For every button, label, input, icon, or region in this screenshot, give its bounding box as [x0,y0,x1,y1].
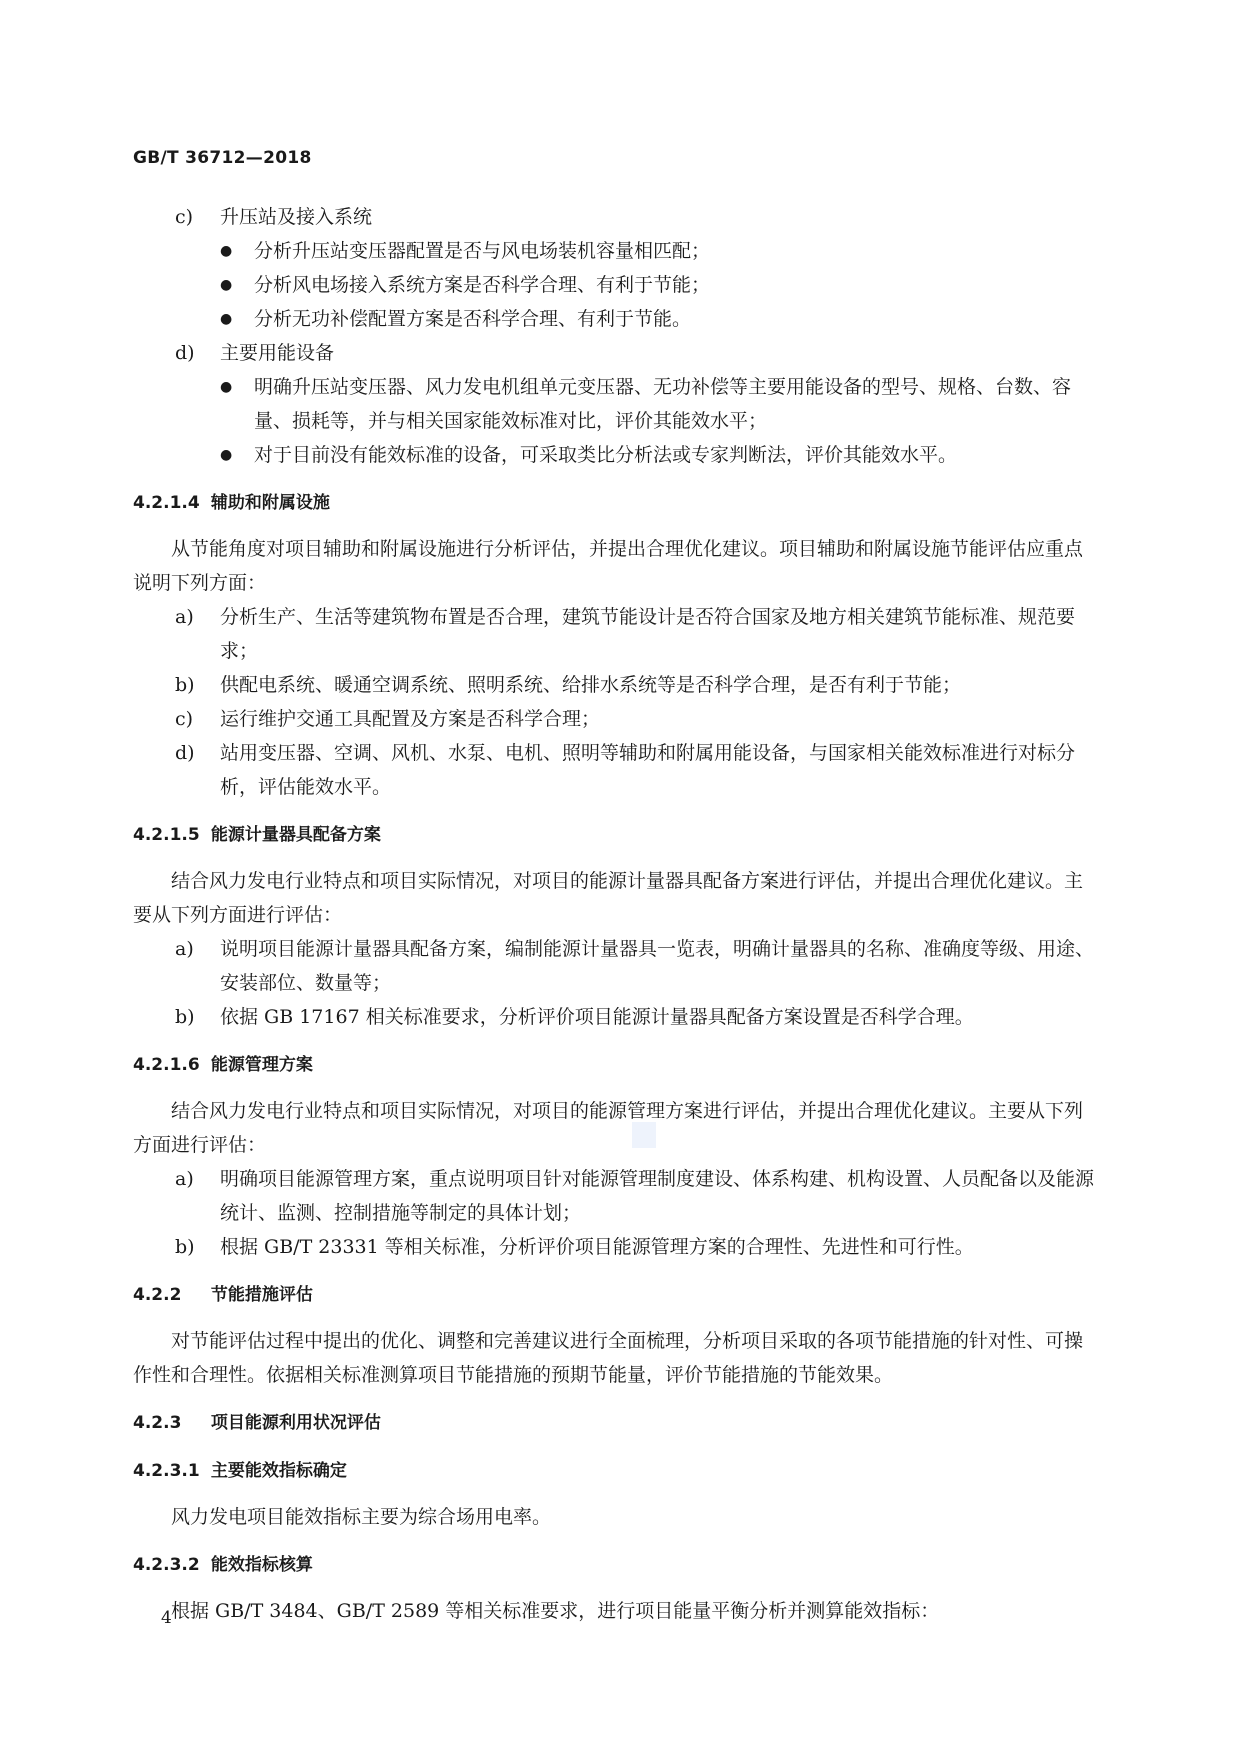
section-number: 4.2.1.4 [133,493,200,513]
section-number: 4.2.2 [133,1285,182,1305]
list-marker: a) [175,1168,194,1190]
list-item [133,736,1101,804]
section-title: 能效指标核算 [210,1555,313,1575]
list-item [133,600,1101,668]
list-item [133,336,1101,370]
section-title: 节能措施评估 [210,1285,313,1305]
section-title: 主要能效指标确定 [210,1461,347,1481]
list-item-text: 运行维护交通工具配置及方案是否科学合理； [220,708,601,730]
section-title: 能源管理方案 [210,1055,313,1075]
bullet-icon: ● [220,311,233,327]
list-item-text: 供配电系统、暖通空调系统、照明系统、给排水系统等是否科学合理，是否有利于节能； [220,674,962,696]
page-number: 4 [161,1608,172,1628]
bullet-item [133,370,1101,438]
list-marker: b) [175,1006,195,1028]
list-item [133,1162,1101,1230]
section-number: 4.2.3 [133,1413,182,1433]
list-item [133,702,1101,736]
list-item [133,1230,1101,1264]
section-number: 4.2.3.2 [133,1555,200,1575]
bullet-text: 分析升压站变压器配置是否与风电场装机容量相匹配； [254,240,711,262]
section-title: 辅助和附属设施 [210,493,330,513]
list-marker: d) [175,342,195,364]
list-item [133,1000,1101,1034]
paragraph: 结合风力发电行业特点和项目实际情况，对项目的能源管理方案进行评估，并提出合理优化建议。主要从下列方面进行评估： [133,1100,1084,1156]
section-number: 4.2.3.1 [133,1461,200,1481]
bullet-item [133,268,1101,302]
bullet-item [133,234,1101,268]
bullet-icon: ● [220,379,233,395]
section-title: 项目能源利用状况评估 [210,1413,381,1433]
section-heading-4-2-1-4 [133,486,1101,520]
list-item-text: 根据 GB/T 23331 等相关标准，分析评价项目能源管理方案的合理性、先进性和可行性。 [220,1236,974,1258]
bullet-item [133,302,1101,336]
list-item-text: 明确项目能源管理方案，重点说明项目针对能源管理制度建设、体系构建、机构设置、人员配备以及能源统计、监测、控制措施等制定的具体计划； [220,1168,1095,1224]
bullet-text: 分析风电场接入系统方案是否科学合理、有利于节能； [254,274,711,296]
standard-code: GB/T 36712—2018 [133,148,312,168]
section-heading-4-2-1-6 [133,1048,1101,1082]
list-item [133,932,1101,1000]
list-marker: b) [175,674,195,696]
list-item [133,200,1101,234]
bullet-icon: ● [220,243,233,259]
watermark-mark [632,1122,656,1148]
paragraph: 从节能角度对项目辅助和附属设施进行分析评估，并提出合理优化建议。项目辅助和附属设施节能评估应重点说明下列方面： [133,538,1084,594]
list-item-text: 升压站及接入系统 [220,206,373,228]
section-heading-4-2-3-2 [133,1548,1101,1582]
section-heading-4-2-1-5 [133,818,1101,852]
bullet-text: 明确升压站变压器、风力发电机组单元变压器、无功补偿等主要用能设备的型号、规格、台数、容量、损耗等，并与相关国家能效标准对比，评价其能效水平； [254,376,1072,432]
list-item-text: 主要用能设备 [220,342,335,364]
bullet-text: 分析无功补偿配置方案是否科学合理、有利于节能。 [254,308,692,330]
document-body [133,200,1101,1628]
section-heading-4-2-2 [133,1278,1101,1312]
list-marker: a) [175,606,194,628]
section-title: 能源计量器具配备方案 [210,825,381,845]
paragraph: 结合风力发电行业特点和项目实际情况，对项目的能源计量器具配备方案进行评估，并提出合理优化建议。主要从下列方面进行评估： [133,870,1084,926]
section-heading-4-2-3-1 [133,1454,1101,1488]
list-item-text: 说明项目能源计量器具配备方案，编制能源计量器具一览表，明确计量器具的名称、准确度等级、用途、安装部位、数量等； [220,938,1095,994]
bullet-icon: ● [220,277,233,293]
list-marker: b) [175,1236,195,1258]
list-item [133,668,1101,702]
section-number: 4.2.1.5 [133,825,200,845]
list-item-text: 依据 GB 17167 相关标准要求，分析评价项目能源计量器具配备方案设置是否科学合理。 [220,1006,974,1028]
paragraph: 根据 GB/T 3484、GB/T 2589 等相关标准要求，进行项目能量平衡分析并测算能效指标： [171,1600,940,1622]
list-marker: c) [175,708,194,730]
bullet-icon: ● [220,447,233,463]
bullet-text: 对于目前没有能效标准的设备，可采取类比分析法或专家判断法，评价其能效水平。 [254,444,958,466]
list-marker: c) [175,206,194,228]
paragraph: 风力发电项目能效指标主要为综合场用电率。 [171,1506,552,1528]
section-number: 4.2.1.6 [133,1055,200,1075]
list-marker: a) [175,938,194,960]
list-item-text: 站用变压器、空调、风机、水泵、电机、照明等辅助和附属用能设备，与国家相关能效标准进行对标分析，评估能效水平。 [220,742,1076,798]
paragraph: 对节能评估过程中提出的优化、调整和完善建议进行全面梳理，分析项目采取的各项节能措施的针对性、可操作性和合理性。依据相关标准测算项目节能措施的预期节能量，评价节能措施的节能效果。 [133,1330,1084,1386]
list-marker: d) [175,742,195,764]
section-heading-4-2-3 [133,1406,1101,1440]
bullet-item [133,438,1101,472]
list-item-text: 分析生产、生活等建筑物布置是否合理，建筑节能设计是否符合国家及地方相关建筑节能标准、规范要求； [220,606,1076,662]
